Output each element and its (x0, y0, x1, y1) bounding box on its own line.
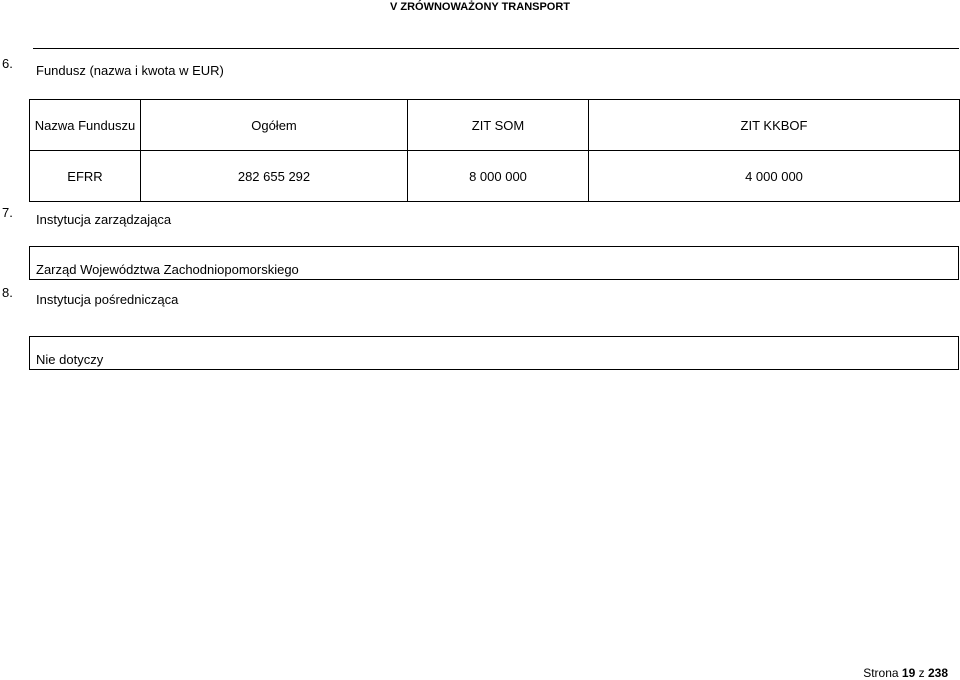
managing-authority-value: Zarząd Województwa Zachodniopomorskiego (36, 262, 299, 277)
col-header-total: Ogółem (141, 100, 408, 151)
cell-fund-name: EFRR (30, 151, 141, 202)
intermediate-body-value: Nie dotyczy (36, 352, 104, 367)
page-header-title: V ZRÓWNOWAŻONY TRANSPORT (389, 1, 571, 13)
table-row (30, 151, 960, 202)
col-header-zit-som: ZIT SOM (408, 100, 589, 151)
footer-total-pages: 238 (927, 666, 948, 680)
cell-total: 282 655 292 (141, 151, 408, 202)
section-8-number: 8. (2, 285, 13, 300)
table-header-row (30, 100, 960, 151)
section-6-number: 6. (2, 56, 13, 71)
managing-authority-field (29, 246, 959, 280)
footer-separator: z (918, 666, 925, 680)
section-6-label: Fundusz (nazwa i kwota w EUR) (36, 63, 224, 78)
intermediate-body-field (29, 336, 959, 370)
page-footer (863, 666, 948, 680)
footer-prefix: Strona (863, 666, 899, 680)
section-7-number: 7. (2, 205, 13, 220)
section-8-label: Instytucja pośrednicząca (36, 292, 179, 307)
section-divider (33, 48, 959, 49)
section-7-label: Instytucja zarządzająca (36, 212, 172, 227)
col-header-zit-kkbof: ZIT KKBOF (589, 100, 960, 151)
col-header-fund-name: Nazwa Funduszu (30, 100, 141, 151)
cell-zit-som: 8 000 000 (408, 151, 589, 202)
cell-zit-kkbof: 4 000 000 (589, 151, 960, 202)
fund-table (29, 99, 960, 202)
footer-page-number: 19 (901, 666, 916, 680)
